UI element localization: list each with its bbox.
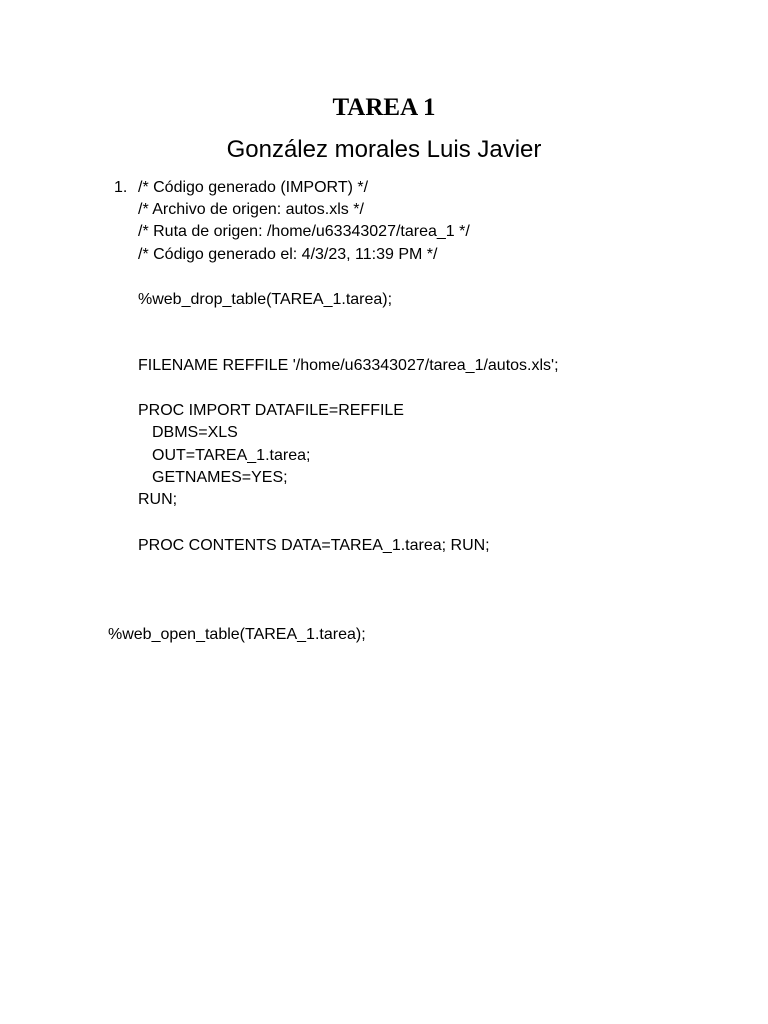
list-number: 1. — [114, 179, 128, 196]
code-line: /* Código generado (IMPORT) */ — [138, 179, 369, 196]
code-line: PROC CONTENTS DATA=TAREA_1.tarea; RUN; — [138, 537, 490, 554]
code-line: RUN; — [138, 491, 178, 508]
code-line: OUT=TAREA_1.tarea; — [152, 447, 311, 464]
code-line: GETNAMES=YES; — [152, 469, 288, 486]
document-author: González morales Luis Javier — [226, 136, 542, 163]
code-line: /* Archivo de origen: autos.xls */ — [138, 201, 364, 218]
code-line: /* Código generado el: 4/3/23, 11:39 PM */ — [138, 246, 438, 263]
code-line: %web_drop_table(TAREA_1.tarea); — [138, 291, 393, 308]
code-line: /* Ruta de origen: /home/u63343027/tarea_1 */ — [138, 223, 470, 240]
code-line: PROC IMPORT DATAFILE=REFFILE — [138, 402, 404, 419]
document-title: TAREA 1 — [332, 94, 436, 121]
code-line-trailing: %web_open_table(TAREA_1.tarea); — [108, 626, 366, 643]
code-line: DBMS=XLS — [152, 424, 238, 441]
code-line: FILENAME REFFILE '/home/u63343027/tarea_1/autos.xls'; — [138, 357, 559, 374]
